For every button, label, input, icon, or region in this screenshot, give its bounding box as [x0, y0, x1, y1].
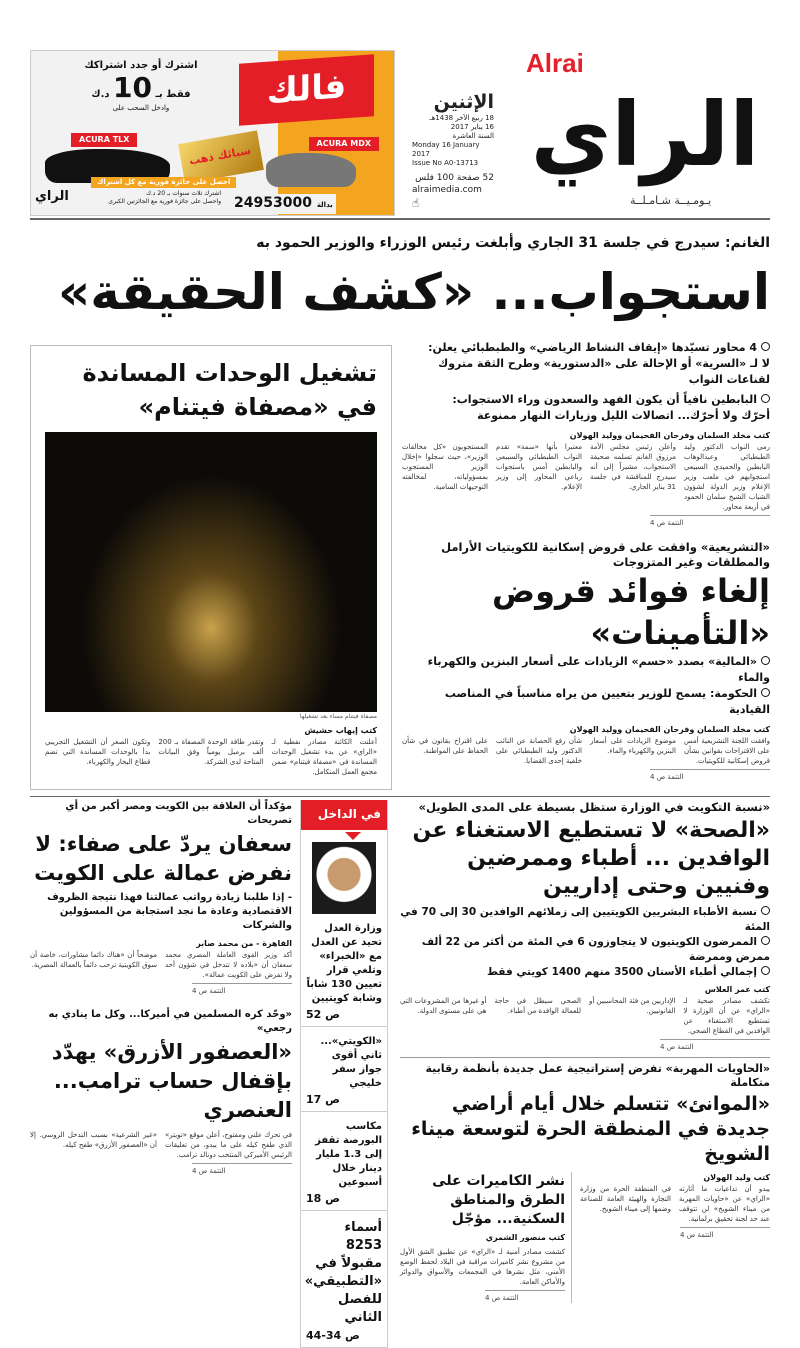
health-story — [400, 800, 770, 1052]
lead-headline[interactable]: استجواب... «كشف الحقيقة» — [57, 263, 770, 321]
date-block — [412, 90, 494, 210]
ad-currency: د.ك — [91, 89, 110, 100]
health-kicker: «نسبة التكويت في الوزارة ستظل بسيطة على المدى الطويل» — [418, 800, 770, 814]
twitter-headline[interactable]: «العصفور الأزرق» يهدّد بإقفال حساب ترامب... العنصري — [51, 1040, 292, 1122]
ports-headline[interactable]: «الموانئ» تتسلم خلال أيام أراضي جديدة في المنطقة الحرة لتوسعة ميناء الشويخ — [411, 1093, 770, 1165]
body-column: وتقدر طاقة الوحدة المصفاة بـ 200 ألف برميل يومياً وفق البيانات المتاحة لدى الشركة. — [158, 738, 264, 766]
car-tag-mdx: ACURA MDX — [309, 137, 379, 151]
body-column: أكد وزير القوى العاملة المصري محمد سعفان أن «بلاده لا تتدخل في شؤون أحد ولا تفرض على الكويت عمالة». — [165, 951, 292, 979]
inside-item[interactable] — [301, 918, 387, 1027]
divider — [30, 218, 770, 220]
body-column: يبدو أن تداعيات ما أثارته «الراي» عن «حاويات المهربة من ميناء الشويخ» لن تتوقف عند حد لجنة تحقيق برلمانية. — [679, 1185, 770, 1223]
ad-line1: اشترك أو جدد اشتراكك — [84, 60, 198, 71]
bullet — [402, 686, 770, 718]
hand-pointer-icon: ☝ — [412, 196, 420, 210]
car-tag-tlx: ACURA TLX — [71, 133, 137, 147]
body-column: موضحاً أن «هناك دائما مشاورات، خاصة أن سوق الكويتية ترحب دائماً بالعمالة المصرية. — [30, 951, 157, 969]
byline: كتب وليد الهولان — [703, 1173, 770, 1182]
body-column: في المنطقة الحرة من وزارة التجارة والهيئة العامة للصناعة وضمها إلى ميناء الشويخ. — [580, 1185, 671, 1213]
continued-link[interactable]: التتمة ص 4 — [650, 515, 770, 528]
website-link[interactable]: alraimedia.com — [412, 185, 482, 195]
subscription-ad[interactable] — [30, 50, 395, 216]
issue-number: Issue No A0-13713 — [412, 159, 479, 167]
inside-item-text: مكاسب البورصة تقفز إلى 1.3 مليار دينار خلال أسبوعين — [315, 1121, 382, 1188]
continued-link[interactable]: التتمة ص 4 — [192, 983, 292, 996]
logo-tagline: يـومـيــة شـامـلــة — [630, 194, 712, 207]
cameras-body: كشفت مصادر أمنية لـ «الراي» عن تطبيق الشق الأول من مشروع نشر كاميرات مراقبة في البلاد لحفظ الوضع الأمني، مثل نشرها في المجمعات والأسواق والدوائر والأماكن العامة. — [400, 1248, 565, 1286]
body-column: «غير الشرعية» بسبب التدخل الروسي. إلا أن «العصفور الأزرق» طفح كيله. — [30, 1131, 157, 1149]
inside-item[interactable] — [301, 1112, 387, 1211]
ad-draw: وادخل السحب على — [112, 104, 170, 112]
continued-link[interactable]: التتمة ص 4 — [192, 1163, 292, 1176]
divider — [400, 1052, 770, 1058]
inside-item[interactable] — [301, 1027, 387, 1112]
body-column: المستجوبون «كل مخالفات الوزير»، حيث سجلوا «إخلال الوزير المستجوب بمسؤولياته، لمخالفته التوجيهات السامية. — [402, 443, 488, 491]
body-column: معتبرا بأنها «سمة» تقدم النواب الطبطبائي والسبيعي والبابطين أمس باستجواب رباعي المحاور إلى وزير الإعلام. — [496, 443, 582, 491]
masthead-logo[interactable] — [520, 48, 770, 213]
saafan-subheadline: - إذا طلبنا زيادة رواتب عمالتنا فهذا نتيجة الظروف الاقتصادية وعادة ما نجد استجابة من المسؤولين والشركات — [47, 892, 292, 931]
greg-date: 16 يناير 2017 — [450, 123, 494, 131]
ad-phone-label: بدالة — [316, 201, 333, 209]
saafan-kicker: مؤكداً أن العلاقة بين الكويت ومصر أكبر من أي تصريحات — [65, 801, 292, 826]
continued-link[interactable]: التتمة ص 4 — [485, 1290, 565, 1303]
cameras-headline[interactable]: نشر الكاميرات على الطرق والمناطق السكنية... مؤجّل — [432, 1173, 565, 1227]
body-column: تكشف مصادر صحية لـ «الراي» عن أن الوزارة لا تستطيع الاستغناء عن الوافدين في القطاع الصحي. — [683, 997, 770, 1035]
bullet — [400, 965, 770, 980]
ad-offer-line: اشترك ثلاث سنوات بـ 20 د.ك — [145, 190, 221, 197]
bullet — [400, 905, 770, 935]
ad-brand: فالك — [239, 54, 374, 125]
minister-portrait — [312, 842, 376, 914]
bullet-text: الحكومة: يسمح للوزير بتعيين من يراه مناسباً في المناصب القيادية — [444, 687, 770, 716]
ad-prize: احصل على جائزة فورية مع كل اشتراك — [91, 177, 236, 188]
body-column: الصحي سيظل في حاجة للعمالة الوافدة من أطباء. — [494, 997, 581, 1015]
body-column: الإداريين من فئة المحاسبين أو القانونيين. — [589, 997, 676, 1015]
lead-bullets — [402, 340, 770, 424]
bullet — [402, 654, 770, 686]
body-column: وتكون الصغر أن التشغيل التجريبي بدأ بالوحدات المساندة التي تضم قطاع البخار والكهرباء. — [45, 738, 151, 766]
continued-link[interactable]: التتمة ص 4 — [660, 1039, 770, 1052]
byline: القاهرة - من محمد صابر — [196, 939, 292, 948]
ports-story — [400, 1062, 770, 1303]
bullet: لا لـ «السرية» أو الإحالة على «الدستورية» وطرح الثقة متروك لقناعات النواب — [438, 357, 770, 386]
ports-kicker: «الحاويات المهربة» تفرض إستراتيجية عمل جديدة بأنظمة رقابية متكاملة — [425, 1062, 770, 1089]
saafan-story — [30, 800, 292, 996]
loans-bullets — [402, 654, 770, 718]
bullet-text: 4 محاور تسيّدها «إيقاف النشاط الرياضي» والطبطبائي يعلن: — [428, 341, 757, 354]
refinery-photo — [45, 432, 377, 712]
body-column: وافقت اللجنة التشريعية أمس على الاقتراحات بقوانين بشأن قروض إسكانية للكويتيات. — [684, 737, 770, 765]
loans-headline[interactable]: إلغاء فوائد قروض «التأمينات» — [492, 572, 770, 652]
date-en: Monday 16 January 2017 — [412, 141, 480, 158]
ad-gold-label: سبائك ذهب — [188, 143, 252, 168]
continued-link[interactable]: التتمة ص 4 — [650, 769, 770, 782]
loans-body — [402, 736, 770, 766]
car-image-grey — [266, 153, 356, 187]
bullet-text: إجمالي أطباء الأسنان 3500 منهم 1400 كويتي فقط — [487, 966, 757, 978]
ad-offer — [61, 59, 221, 113]
cameras-story — [400, 1172, 572, 1303]
body-column: أو غيرها من المشروعات التي هي على مستوى الدولة. — [400, 997, 487, 1015]
byline: كتب منصور الشمري — [485, 1233, 565, 1242]
lead-body — [402, 442, 770, 512]
circle-bullet-icon — [761, 394, 770, 403]
right-column-upper — [402, 340, 770, 782]
inside-sidebar — [300, 800, 388, 1348]
twitter-story — [30, 1008, 292, 1176]
ports-body — [580, 1172, 770, 1240]
bullet-text: البابطين نافياً أن يكون الفهد والسعدون وراء الاستجواب: — [452, 393, 757, 406]
refinery-headline[interactable]: تشغيل الوحدات المساندة في «مصفاة فيتنام» — [82, 359, 377, 421]
inside-item-text: أسماء 8253 مقبولاً في «التطبيقي» للفصل الثاني — [304, 1220, 382, 1325]
byline: كتب إيهاب حشيش — [304, 726, 377, 735]
ad-logo: الراي — [35, 189, 69, 204]
bullet — [402, 340, 770, 356]
logo-en: Alrai — [526, 48, 584, 78]
ad-offer-fine — [71, 190, 221, 206]
inside-item-page: ص 52 — [306, 1008, 340, 1021]
day-name: الإثنين — [433, 91, 494, 113]
continued-link[interactable]: التتمة ص 4 — [680, 1227, 770, 1240]
circle-bullet-icon — [761, 936, 770, 945]
loans-kicker: «التشريعية» وافقت على قروض إسكانية للكويتيات الأرامل والمطلقات وغير المتزوجات — [441, 540, 770, 569]
circle-bullet-icon — [761, 342, 770, 351]
gold-bars-image — [178, 130, 264, 183]
byline: كتب عمر العلاس — [704, 985, 770, 994]
ad-price: 10 — [113, 71, 152, 104]
inside-item-page: ص 34-44 — [306, 1329, 360, 1342]
ad-line2: فقط بـ — [155, 89, 191, 100]
inside-item[interactable] — [301, 1211, 387, 1347]
inside-item-text: «الكويتي»... ثاني أقوى جواز سفر خليجي — [320, 1036, 382, 1089]
year: السنة العاشرة — [452, 132, 494, 140]
left-column-lower — [30, 800, 292, 1176]
hijri-date: 18 ربيع الآخر 1438هـ — [429, 114, 494, 122]
ad-phone-number: 24953000 — [234, 195, 312, 211]
byline: كتب مخلد السلمان وفرحان الفحيمان ووليد الهولان — [569, 431, 770, 440]
bullet-text: نسبة الأطباء البشريين الكويتيين إلى زملائهم الوافدين 30 إلى 70 في المئة — [400, 906, 770, 933]
circle-bullet-icon — [761, 906, 770, 915]
bullet: أحرّك ولا أحرّك... اتصالات الليل وزيارات النهار ممنوعة — [477, 409, 770, 422]
circle-bullet-icon — [761, 656, 770, 665]
ad-offer2-line: واحصل على جائزة فورية مع الجائزتين الكبرى — [108, 198, 221, 205]
bullet-text: «المالية» بصدد «حسم» الزيادات على أسعار البنزين والكهرباء والماء — [427, 655, 770, 684]
body-column: أعلنت الكائنة مصادر نفطية لـ «الراي» عن بدء تشغيل الوحدات المساندة في «مصفاة فيتنام» ضمن مجمع العمل المتكامل. — [271, 738, 377, 776]
body-column: في تحرك علني ومفتوح، أعلن موقع «تويتر» الذي طفح كيله على ما يبدو، من تعليقات الرئيس الأميركي المنتخب دونالد ترامب. — [165, 1131, 292, 1159]
logo-ar: الراي — [530, 83, 760, 186]
saafan-headline[interactable]: سعفان يردّ على صفاء: لا نفرض عمالة على الكويت — [34, 832, 292, 885]
inside-item-text: وزارة العدل تحيد عن العدل مع «الخبراء» وتلغي قرار تعيين 130 شاباً وشابة كويتيين — [306, 923, 382, 1004]
right-column-lower — [400, 800, 770, 1303]
twitter-kicker: «وحّد كره المسلمين في أميركا... وكل ما ينادي به رجعي» — [48, 1009, 292, 1034]
inside-item-page: ص 18 — [306, 1192, 340, 1205]
inside-item-page: ص 17 — [306, 1093, 340, 1106]
divider — [30, 796, 770, 797]
body-column: رمى النواب الدكتور وليد الطبطبائي وعبدالوهاب البابطين والحميدي السبيعي استجوابهم في ملعب وزير الإعلام وزير الدولة لشؤون الشباب الشيخ سلمان الحمود في أربعة محاور. — [684, 443, 770, 511]
body-column: وأعلن رئيس مجلس الأمة مرزوق الغانم تسلمه صحيفة الاستجواب، مشيراً إلى أنه سيدرج للمناقشة في جلسة 31 يناير الجاري. — [590, 443, 676, 491]
circle-bullet-icon — [761, 688, 770, 697]
inside-label: في الداخل — [301, 800, 387, 830]
bullet-text: الممرضون الكويتيون لا يتجاوزون 6 في المئة من أكثر من 22 ألف ممرض وممرضة — [421, 936, 770, 963]
circle-bullet-icon — [761, 966, 770, 975]
photo-caption: مصفاة فيتنام مساء بعد تشغيلها — [299, 713, 377, 720]
health-headline[interactable]: «الصحة» لا تستطيع الاستغناء عن الوافدين ... أطباء وممرضين وفنيين وحتى إداريين — [412, 818, 770, 899]
ad-phone — [231, 194, 336, 214]
lead-kicker: الغانم: سيدرج في جلسة 31 الجاري وأبلغت رئيس الوزراء والوزير الحمود به — [256, 235, 770, 251]
body-column: شأن رفع الحصانة عن النائب الدكتور وليد الطبطبائي على خلفية إحدى القضايا. — [496, 737, 582, 765]
bullet — [402, 392, 770, 408]
bullet — [400, 935, 770, 965]
pages-price: 52 صفحة 100 فلس — [415, 173, 494, 183]
body-column: موضوع الزيادات على أسعار البنزين والكهرباء والماء. — [590, 737, 676, 755]
byline: كتب مخلد السلمان وفرحان الفحيمان ووليد الهولان — [569, 725, 770, 734]
body-column: على اقتراح بقانون في شأن الحفاظ على المواطنة. — [402, 737, 488, 755]
refinery-story — [30, 345, 392, 790]
